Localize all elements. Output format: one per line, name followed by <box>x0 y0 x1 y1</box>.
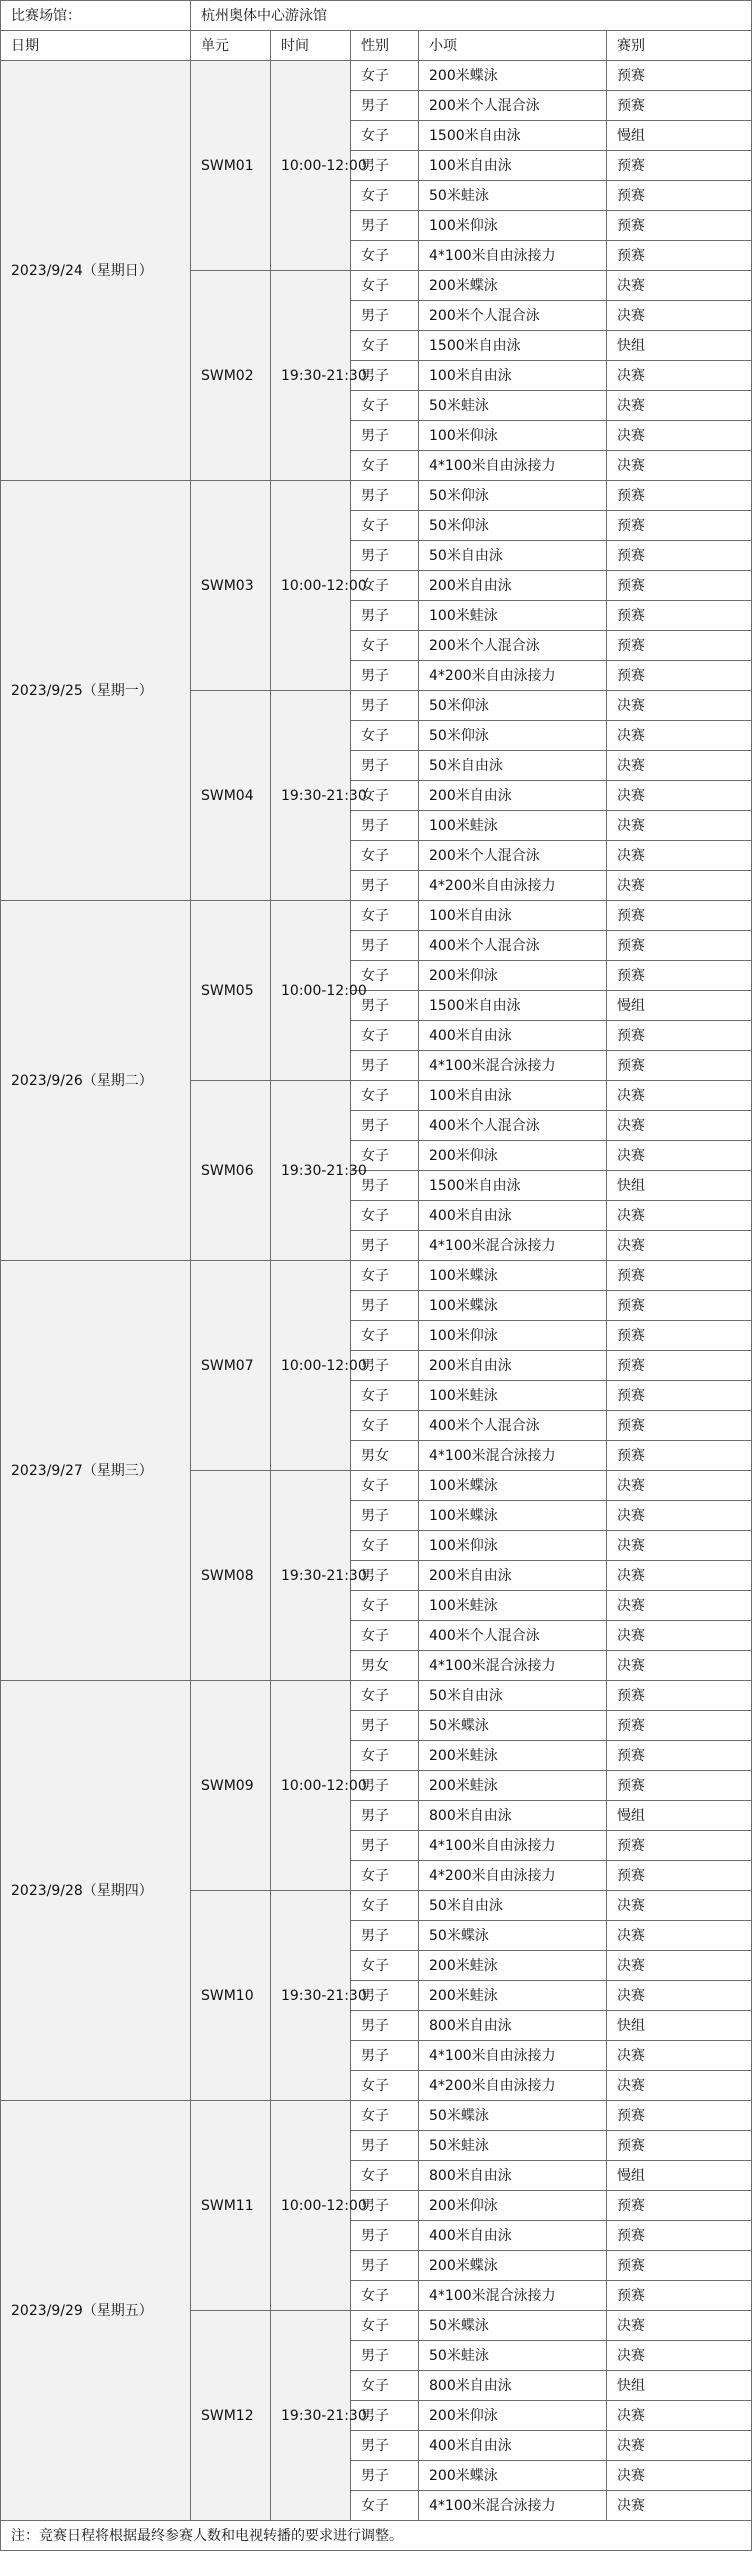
gender-cell: 女子 <box>351 961 419 991</box>
table-row <box>1 1681 752 1711</box>
round-cell: 预赛 <box>607 2251 752 2281</box>
event-cell: 50米蝶泳 <box>419 2311 607 2341</box>
event-cell: 50米自由泳 <box>419 1681 607 1711</box>
gender-cell: 男子 <box>351 151 419 181</box>
event-cell: 50米自由泳 <box>419 751 607 781</box>
event-cell: 400米个人混合泳 <box>419 1411 607 1441</box>
gender-cell: 女子 <box>351 901 419 931</box>
round-cell: 决赛 <box>607 1471 752 1501</box>
event-cell: 50米蛙泳 <box>419 391 607 421</box>
table-row <box>1 61 752 91</box>
round-cell: 决赛 <box>607 1891 752 1921</box>
time-cell: 19:30-21:30 <box>271 1081 351 1261</box>
event-cell: 400米个人混合泳 <box>419 1111 607 1141</box>
event-cell: 800米自由泳 <box>419 2371 607 2401</box>
gender-cell: 男子 <box>351 1501 419 1531</box>
unit-cell: SWM07 <box>191 1261 271 1471</box>
gender-cell: 男子 <box>351 2041 419 2071</box>
event-cell: 1500米自由泳 <box>419 331 607 361</box>
round-cell: 预赛 <box>607 1681 752 1711</box>
venue-label: 比赛场馆： <box>1 1 191 31</box>
date-cell: 2023/9/28（星期四） <box>1 1681 191 2101</box>
round-cell: 决赛 <box>607 391 752 421</box>
round-cell: 快组 <box>607 331 752 361</box>
event-cell: 50米自由泳 <box>419 541 607 571</box>
gender-cell: 男子 <box>351 1291 419 1321</box>
round-cell: 决赛 <box>607 751 752 781</box>
header-date: 日期 <box>1 31 191 61</box>
gender-cell: 女子 <box>351 391 419 421</box>
event-cell: 4*100米自由泳接力 <box>419 241 607 271</box>
round-cell: 决赛 <box>607 1231 752 1261</box>
round-cell: 预赛 <box>607 211 752 241</box>
event-cell: 1500米自由泳 <box>419 991 607 1021</box>
gender-cell: 女子 <box>351 1321 419 1351</box>
gender-cell: 男子 <box>351 991 419 1021</box>
gender-cell: 男子 <box>351 2401 419 2431</box>
time-cell: 10:00-12:00 <box>271 1681 351 1891</box>
gender-cell: 女子 <box>351 1951 419 1981</box>
event-cell: 200米自由泳 <box>419 571 607 601</box>
gender-cell: 女子 <box>351 511 419 541</box>
gender-cell: 男子 <box>351 541 419 571</box>
gender-cell: 女子 <box>351 631 419 661</box>
round-cell: 决赛 <box>607 1981 752 2011</box>
round-cell: 预赛 <box>607 2131 752 2161</box>
round-cell: 决赛 <box>607 1201 752 1231</box>
event-cell: 200米个人混合泳 <box>419 841 607 871</box>
event-cell: 200米个人混合泳 <box>419 91 607 121</box>
gender-cell: 男子 <box>351 1051 419 1081</box>
unit-cell: SWM05 <box>191 901 271 1081</box>
round-cell: 决赛 <box>607 301 752 331</box>
round-cell: 预赛 <box>607 961 752 991</box>
round-cell: 预赛 <box>607 151 752 181</box>
round-cell: 决赛 <box>607 2341 752 2371</box>
event-cell: 200米蝶泳 <box>419 2461 607 2491</box>
event-cell: 800米自由泳 <box>419 1801 607 1831</box>
table-row <box>1 901 752 931</box>
header-unit: 单元 <box>191 31 271 61</box>
round-cell: 决赛 <box>607 361 752 391</box>
gender-cell: 女子 <box>351 1861 419 1891</box>
event-cell: 4*200米自由泳接力 <box>419 871 607 901</box>
gender-cell: 男子 <box>351 2341 419 2371</box>
event-cell: 100米蛙泳 <box>419 601 607 631</box>
event-cell: 4*100米混合泳接力 <box>419 1441 607 1471</box>
gender-cell: 男子 <box>351 481 419 511</box>
time-cell: 10:00-12:00 <box>271 61 351 271</box>
header-gender: 性别 <box>351 31 419 61</box>
gender-cell: 女子 <box>351 2101 419 2131</box>
event-cell: 4*100米自由泳接力 <box>419 451 607 481</box>
gender-cell: 男子 <box>351 1561 419 1591</box>
gender-cell: 女子 <box>351 2071 419 2101</box>
round-cell: 预赛 <box>607 1381 752 1411</box>
gender-cell: 男子 <box>351 2011 419 2041</box>
event-cell: 100米自由泳 <box>419 1081 607 1111</box>
event-cell: 100米仰泳 <box>419 1531 607 1561</box>
gender-cell: 女子 <box>351 241 419 271</box>
gender-cell: 女子 <box>351 1891 419 1921</box>
event-cell: 1500米自由泳 <box>419 121 607 151</box>
round-cell: 预赛 <box>607 571 752 601</box>
round-cell: 决赛 <box>607 781 752 811</box>
gender-cell: 女子 <box>351 2371 419 2401</box>
gender-cell: 男子 <box>351 1351 419 1381</box>
round-cell: 预赛 <box>607 241 752 271</box>
gender-cell: 男子 <box>351 1171 419 1201</box>
gender-cell: 男子 <box>351 1921 419 1951</box>
header-event: 小项 <box>419 31 607 61</box>
time-cell: 10:00-12:00 <box>271 2101 351 2311</box>
gender-cell: 男子 <box>351 301 419 331</box>
time-cell: 19:30-21:30 <box>271 271 351 481</box>
round-cell: 预赛 <box>607 2221 752 2251</box>
event-cell: 4*100米自由泳接力 <box>419 1831 607 1861</box>
gender-cell: 男子 <box>351 2251 419 2281</box>
event-cell: 100米自由泳 <box>419 151 607 181</box>
header-time: 时间 <box>271 31 351 61</box>
round-cell: 决赛 <box>607 2401 752 2431</box>
event-cell: 50米蝶泳 <box>419 1711 607 1741</box>
event-cell: 50米仰泳 <box>419 721 607 751</box>
event-cell: 50米仰泳 <box>419 481 607 511</box>
unit-cell: SWM08 <box>191 1471 271 1681</box>
date-cell: 2023/9/27（星期三） <box>1 1261 191 1681</box>
gender-cell: 女子 <box>351 1381 419 1411</box>
event-cell: 400米个人混合泳 <box>419 931 607 961</box>
gender-cell: 女子 <box>351 451 419 481</box>
round-cell: 预赛 <box>607 1831 752 1861</box>
gender-cell: 女子 <box>351 721 419 751</box>
round-cell: 决赛 <box>607 421 752 451</box>
time-cell: 10:00-12:00 <box>271 481 351 691</box>
gender-cell: 男子 <box>351 211 419 241</box>
event-cell: 400米自由泳 <box>419 1201 607 1231</box>
gender-cell: 女子 <box>351 571 419 601</box>
event-cell: 4*100米自由泳接力 <box>419 2041 607 2071</box>
event-cell: 50米蛙泳 <box>419 2341 607 2371</box>
gender-cell: 男子 <box>351 2221 419 2251</box>
round-cell: 预赛 <box>607 1351 752 1381</box>
gender-cell: 女子 <box>351 2491 419 2521</box>
gender-cell: 女子 <box>351 1201 419 1231</box>
event-cell: 50米蝶泳 <box>419 1921 607 1951</box>
note-row <box>1 2521 752 2551</box>
venue-name: 杭州奥体中心游泳馆 <box>191 1 752 31</box>
unit-cell: SWM01 <box>191 61 271 271</box>
event-cell: 50米蛙泳 <box>419 2131 607 2161</box>
gender-cell: 女子 <box>351 1261 419 1291</box>
round-cell: 决赛 <box>607 1561 752 1591</box>
event-cell: 200米蝶泳 <box>419 61 607 91</box>
event-cell: 100米蝶泳 <box>419 1501 607 1531</box>
round-cell: 预赛 <box>607 91 752 121</box>
table-row <box>1 1261 752 1291</box>
round-cell: 决赛 <box>607 841 752 871</box>
round-cell: 预赛 <box>607 2101 752 2131</box>
round-cell: 决赛 <box>607 2461 752 2491</box>
event-cell: 200米蝶泳 <box>419 271 607 301</box>
event-cell: 400米自由泳 <box>419 2221 607 2251</box>
round-cell: 预赛 <box>607 2191 752 2221</box>
round-cell: 预赛 <box>607 931 752 961</box>
schedule-body <box>1 61 752 2521</box>
header-row <box>1 31 752 61</box>
gender-cell: 女子 <box>351 181 419 211</box>
gender-cell: 男子 <box>351 361 419 391</box>
round-cell: 决赛 <box>607 271 752 301</box>
event-cell: 200米自由泳 <box>419 1561 607 1591</box>
gender-cell: 男子 <box>351 91 419 121</box>
gender-cell: 男子 <box>351 1831 419 1861</box>
round-cell: 预赛 <box>607 1771 752 1801</box>
round-cell: 决赛 <box>607 1591 752 1621</box>
gender-cell: 男子 <box>351 931 419 961</box>
time-cell: 19:30-21:30 <box>271 691 351 901</box>
gender-cell: 男子 <box>351 2191 419 2221</box>
gender-cell: 女子 <box>351 2311 419 2341</box>
event-cell: 200米蛙泳 <box>419 1771 607 1801</box>
unit-cell: SWM04 <box>191 691 271 901</box>
schedule-note: 注：竞赛日程将根据最终参赛人数和电视转播的要求进行调整。 <box>1 2521 752 2551</box>
event-cell: 100米仰泳 <box>419 1321 607 1351</box>
round-cell: 预赛 <box>607 1051 752 1081</box>
round-cell: 预赛 <box>607 481 752 511</box>
event-cell: 200米自由泳 <box>419 1351 607 1381</box>
event-cell: 200米仰泳 <box>419 2401 607 2431</box>
gender-cell: 女子 <box>351 121 419 151</box>
event-cell: 200米个人混合泳 <box>419 631 607 661</box>
unit-cell: SWM12 <box>191 2311 271 2521</box>
gender-cell: 女子 <box>351 1141 419 1171</box>
unit-cell: SWM03 <box>191 481 271 691</box>
event-cell: 4*200米自由泳接力 <box>419 661 607 691</box>
round-cell: 决赛 <box>607 2311 752 2341</box>
round-cell: 预赛 <box>607 181 752 211</box>
event-cell: 100米蛙泳 <box>419 1381 607 1411</box>
round-cell: 快组 <box>607 1171 752 1201</box>
event-cell: 200米仰泳 <box>419 1141 607 1171</box>
gender-cell: 男子 <box>351 1231 419 1261</box>
round-cell: 预赛 <box>607 1021 752 1051</box>
gender-cell: 女子 <box>351 1621 419 1651</box>
event-cell: 200米蛙泳 <box>419 1741 607 1771</box>
event-cell: 100米自由泳 <box>419 901 607 931</box>
round-cell: 预赛 <box>607 601 752 631</box>
event-cell: 4*100米混合泳接力 <box>419 1051 607 1081</box>
round-cell: 快组 <box>607 2371 752 2401</box>
time-cell: 19:30-21:30 <box>271 1891 351 2101</box>
unit-cell: SWM09 <box>191 1681 271 1891</box>
round-cell: 决赛 <box>607 871 752 901</box>
date-cell: 2023/9/26（星期二） <box>1 901 191 1261</box>
gender-cell: 男子 <box>351 2461 419 2491</box>
gender-cell: 男子 <box>351 2431 419 2461</box>
round-cell: 预赛 <box>607 1321 752 1351</box>
event-cell: 4*200米自由泳接力 <box>419 1861 607 1891</box>
date-cell: 2023/9/29（星期五） <box>1 2101 191 2521</box>
gender-cell: 男子 <box>351 2131 419 2161</box>
gender-cell: 女子 <box>351 1021 419 1051</box>
table-row <box>1 2101 752 2131</box>
gender-cell: 男女 <box>351 1441 419 1471</box>
round-cell: 快组 <box>607 2011 752 2041</box>
round-cell: 决赛 <box>607 811 752 841</box>
round-cell: 预赛 <box>607 631 752 661</box>
time-cell: 10:00-12:00 <box>271 1261 351 1471</box>
round-cell: 慢组 <box>607 1801 752 1831</box>
round-cell: 预赛 <box>607 1861 752 1891</box>
round-cell: 决赛 <box>607 451 752 481</box>
gender-cell: 男子 <box>351 1711 419 1741</box>
event-cell: 100米蝶泳 <box>419 1261 607 1291</box>
unit-cell: SWM11 <box>191 2101 271 2311</box>
round-cell: 预赛 <box>607 1291 752 1321</box>
gender-cell: 女子 <box>351 2161 419 2191</box>
round-cell: 决赛 <box>607 721 752 751</box>
event-cell: 200米仰泳 <box>419 961 607 991</box>
gender-cell: 男子 <box>351 421 419 451</box>
unit-cell: SWM06 <box>191 1081 271 1261</box>
gender-cell: 男子 <box>351 811 419 841</box>
round-cell: 决赛 <box>607 1651 752 1681</box>
round-cell: 决赛 <box>607 2071 752 2101</box>
round-cell: 决赛 <box>607 1081 752 1111</box>
gender-cell: 女子 <box>351 841 419 871</box>
event-cell: 200米蛙泳 <box>419 1951 607 1981</box>
event-cell: 200米仰泳 <box>419 2191 607 2221</box>
event-cell: 50米蛙泳 <box>419 181 607 211</box>
gender-cell: 女子 <box>351 61 419 91</box>
time-cell: 10:00-12:00 <box>271 901 351 1081</box>
round-cell: 预赛 <box>607 1711 752 1741</box>
round-cell: 慢组 <box>607 991 752 1021</box>
round-cell: 慢组 <box>607 2161 752 2191</box>
event-cell: 200米自由泳 <box>419 781 607 811</box>
event-cell: 50米自由泳 <box>419 1891 607 1921</box>
event-cell: 400米个人混合泳 <box>419 1621 607 1651</box>
gender-cell: 女子 <box>351 331 419 361</box>
round-cell: 预赛 <box>607 1741 752 1771</box>
event-cell: 100米蛙泳 <box>419 1591 607 1621</box>
round-cell: 决赛 <box>607 1531 752 1561</box>
gender-cell: 男子 <box>351 1981 419 2011</box>
event-cell: 4*100米混合泳接力 <box>419 2281 607 2311</box>
round-cell: 预赛 <box>607 511 752 541</box>
round-cell: 预赛 <box>607 901 752 931</box>
event-cell: 800米自由泳 <box>419 2011 607 2041</box>
event-cell: 50米仰泳 <box>419 691 607 721</box>
gender-cell: 女子 <box>351 271 419 301</box>
event-cell: 1500米自由泳 <box>419 1171 607 1201</box>
round-cell: 预赛 <box>607 2281 752 2311</box>
event-cell: 50米蝶泳 <box>419 2101 607 2131</box>
event-cell: 4*200米自由泳接力 <box>419 2071 607 2101</box>
round-cell: 慢组 <box>607 121 752 151</box>
round-cell: 决赛 <box>607 1141 752 1171</box>
round-cell: 决赛 <box>607 1111 752 1141</box>
time-cell: 19:30-21:30 <box>271 1471 351 1681</box>
event-cell: 100米蛙泳 <box>419 811 607 841</box>
round-cell: 决赛 <box>607 2491 752 2521</box>
round-cell: 决赛 <box>607 2041 752 2071</box>
event-cell: 4*100米混合泳接力 <box>419 2491 607 2521</box>
event-cell: 100米仰泳 <box>419 421 607 451</box>
round-cell: 决赛 <box>607 2431 752 2461</box>
round-cell: 预赛 <box>607 1411 752 1441</box>
event-cell: 200米蛙泳 <box>419 1981 607 2011</box>
date-cell: 2023/9/24（星期日） <box>1 61 191 481</box>
gender-cell: 男子 <box>351 1771 419 1801</box>
event-cell: 100米仰泳 <box>419 211 607 241</box>
gender-cell: 男子 <box>351 601 419 631</box>
unit-cell: SWM02 <box>191 271 271 481</box>
round-cell: 预赛 <box>607 541 752 571</box>
round-cell: 预赛 <box>607 1441 752 1471</box>
event-cell: 800米自由泳 <box>419 2161 607 2191</box>
event-cell: 4*100米混合泳接力 <box>419 1651 607 1681</box>
table-row <box>1 481 752 511</box>
event-cell: 100米自由泳 <box>419 361 607 391</box>
round-cell: 预赛 <box>607 1261 752 1291</box>
event-cell: 400米自由泳 <box>419 1021 607 1051</box>
event-cell: 4*100米混合泳接力 <box>419 1231 607 1261</box>
round-cell: 决赛 <box>607 1501 752 1531</box>
gender-cell: 女子 <box>351 1741 419 1771</box>
gender-cell: 女子 <box>351 1531 419 1561</box>
date-cell: 2023/9/25（星期一） <box>1 481 191 901</box>
gender-cell: 女子 <box>351 1681 419 1711</box>
event-cell: 100米蝶泳 <box>419 1471 607 1501</box>
round-cell: 预赛 <box>607 661 752 691</box>
gender-cell: 女子 <box>351 781 419 811</box>
gender-cell: 男子 <box>351 1801 419 1831</box>
event-cell: 50米仰泳 <box>419 511 607 541</box>
gender-cell: 女子 <box>351 1411 419 1441</box>
gender-cell: 男子 <box>351 1111 419 1141</box>
round-cell: 决赛 <box>607 1951 752 1981</box>
gender-cell: 女子 <box>351 1081 419 1111</box>
event-cell: 200米蝶泳 <box>419 2251 607 2281</box>
gender-cell: 女子 <box>351 2281 419 2311</box>
gender-cell: 女子 <box>351 1591 419 1621</box>
gender-cell: 男子 <box>351 751 419 781</box>
round-cell: 预赛 <box>607 61 752 91</box>
round-cell: 决赛 <box>607 1621 752 1651</box>
gender-cell: 男女 <box>351 1651 419 1681</box>
round-cell: 决赛 <box>607 1921 752 1951</box>
header-round: 赛别 <box>607 31 752 61</box>
gender-cell: 男子 <box>351 871 419 901</box>
gender-cell: 男子 <box>351 691 419 721</box>
venue-row <box>1 1 752 31</box>
gender-cell: 女子 <box>351 1471 419 1501</box>
round-cell: 决赛 <box>607 691 752 721</box>
time-cell: 19:30-21:30 <box>271 2311 351 2521</box>
event-cell: 400米自由泳 <box>419 2431 607 2461</box>
gender-cell: 男子 <box>351 661 419 691</box>
event-cell: 100米蝶泳 <box>419 1291 607 1321</box>
unit-cell: SWM10 <box>191 1891 271 2101</box>
event-cell: 200米个人混合泳 <box>419 301 607 331</box>
